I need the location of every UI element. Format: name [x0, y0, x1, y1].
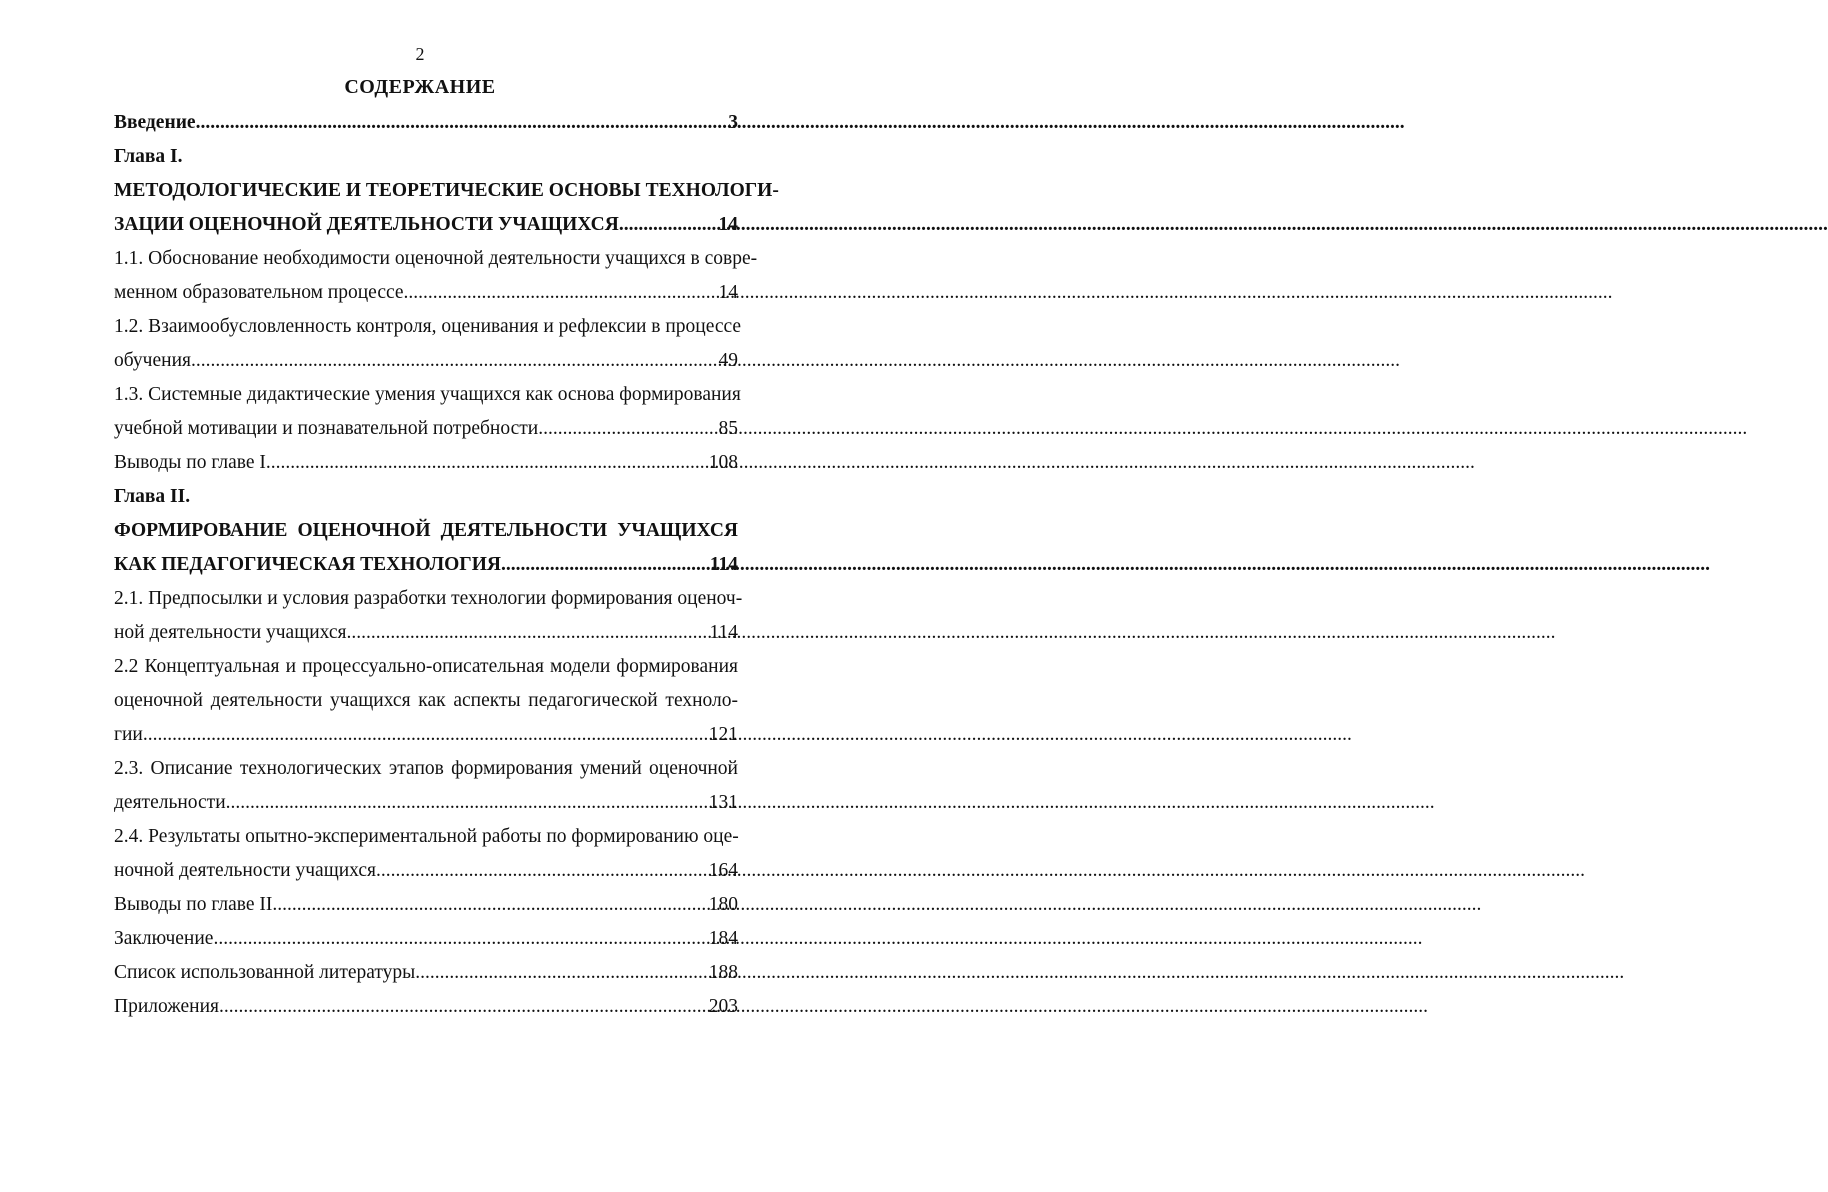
toc-entry-conclusions-1[interactable] — [114, 446, 738, 480]
toc-entry-1-2-line1[interactable]: 1.2. Взаимообусловленность контроля, оценивания и рефлексии в процессе — [114, 316, 742, 337]
dot-leader — [346, 616, 709, 650]
dot-leader — [191, 344, 719, 378]
toc-entry-page: 85 — [718, 418, 738, 439]
chapter-2-label: Глава II. — [114, 486, 191, 507]
toc-entry-references[interactable] — [114, 956, 738, 990]
toc-entry-label: КАК ПЕДАГОГИЧЕСКАЯ ТЕХНОЛОГИЯ — [114, 554, 501, 575]
toc-entry-label: учебной мотивации и познавательной потребности — [114, 418, 539, 439]
toc-entry-1-3-line2[interactable] — [114, 412, 738, 446]
chapter-1-title-line1[interactable]: МЕТОДОЛОГИЧЕСКИЕ И ТЕОРЕТИЧЕСКИЕ ОСНОВЫ ТЕХНОЛОГИ- — [114, 180, 779, 201]
toc-entry-1-3-line1[interactable]: 1.3. Системные дидактические умения учащихся как основа формирования — [114, 384, 741, 405]
toc-entry-label: Приложения — [114, 996, 219, 1017]
dot-leader — [219, 990, 709, 1024]
toc-entry-label: Список использованной литературы — [114, 962, 416, 983]
chapter-2-title-line2[interactable] — [114, 548, 738, 582]
dot-leader — [538, 412, 718, 446]
dot-leader — [213, 922, 708, 956]
toc-entry-label: Введение — [114, 112, 196, 133]
toc-entry-2-2-line3[interactable] — [114, 718, 738, 752]
toc-entry-label: ной деятельности учащихся — [114, 622, 347, 643]
toc-entry-intro[interactable] — [114, 106, 738, 140]
dot-leader — [415, 956, 708, 990]
toc-entry-page: 184 — [708, 928, 738, 949]
toc-entry-2-4-line1[interactable]: 2.4. Результаты опытно-экспериментальной работы по формированию оце- — [114, 826, 739, 847]
toc-entry-conclusions-2[interactable] — [114, 888, 738, 922]
toc-entry-label: ЗАЦИИ ОЦЕНОЧНОЙ ДЕЯТЕЛЬНОСТИ УЧАЩИХСЯ — [114, 214, 619, 235]
dot-leader — [619, 208, 719, 242]
toc-entry-page: 188 — [708, 962, 738, 983]
toc-entry-label: ночной деятельности учащихся — [114, 860, 376, 881]
toc-entry-2-1-line2[interactable] — [114, 616, 738, 650]
page-number: 2 — [415, 44, 425, 64]
chapter-1-title-line2[interactable] — [114, 208, 738, 242]
toc-entry-page: 114 — [709, 622, 738, 643]
toc-entry-label: Выводы по главе II — [114, 894, 273, 915]
toc-entry-page: 108 — [708, 452, 738, 473]
toc-entry-page: 121 — [708, 724, 738, 745]
table-of-contents — [114, 106, 779, 1024]
dot-leader — [143, 718, 709, 752]
toc-entry-1-1-line2[interactable] — [114, 276, 738, 310]
toc-entry-label: деятельности — [114, 792, 226, 813]
toc-entry-2-4-line2[interactable] — [114, 854, 738, 888]
toc-entry-page: 114 — [709, 554, 738, 575]
toc-entry-2-1-line1[interactable]: 2.1. Предпосылки и условия разработки технологии формирования оценоч- — [114, 588, 743, 609]
toc-entry-page: 14 — [718, 282, 738, 303]
dot-leader — [226, 786, 709, 820]
chapter-2-title-line1[interactable]: ФОРМИРОВАНИЕ ОЦЕНОЧНОЙ ДЕЯТЕЛЬНОСТИ УЧАЩИХСЯ — [114, 520, 738, 541]
toc-entry-label: Заключение — [114, 928, 214, 949]
toc-entry-label: гии — [114, 724, 143, 745]
dot-leader — [266, 446, 709, 480]
document-page — [0, 0, 796, 1192]
toc-title: СОДЕРЖАНИЕ — [344, 76, 496, 98]
toc-entry-2-3-line2[interactable] — [114, 786, 738, 820]
dot-leader — [196, 106, 729, 140]
toc-entry-label: обучения — [114, 350, 191, 371]
toc-entry-1-2-line2[interactable] — [114, 344, 738, 378]
toc-entry-label: менном образовательном процессе — [114, 282, 404, 303]
toc-entry-1-1-line1[interactable]: 1.1. Обоснование необходимости оценочной деятельности учащихся в совре- — [114, 248, 758, 269]
toc-entry-page: 164 — [708, 860, 738, 881]
toc-entry-page: 3 — [728, 112, 738, 133]
dot-leader — [272, 888, 708, 922]
toc-entry-page: 180 — [708, 894, 738, 915]
toc-entry-2-3-line1[interactable]: 2.3. Описание технологических этапов формирования умений оценочной — [114, 758, 738, 779]
toc-entry-label: Выводы по главе I — [114, 452, 266, 473]
toc-entry-2-2-line2[interactable]: оценочной деятельности учащихся как аспекты педагогической техноло- — [114, 690, 738, 711]
toc-entry-page: 131 — [708, 792, 738, 813]
dot-leader — [404, 276, 719, 310]
toc-entry-page: 49 — [718, 350, 738, 371]
chapter-1-label: Глава I. — [114, 146, 183, 167]
toc-entry-page: 14 — [718, 214, 738, 235]
toc-entry-2-2-line1[interactable]: 2.2 Концептуальная и процессуально-описательная модели формирования — [114, 656, 738, 677]
toc-entry-page: 203 — [708, 996, 738, 1017]
dot-leader — [501, 548, 710, 582]
toc-entry-conclusion[interactable] — [114, 922, 738, 956]
toc-entry-appendices[interactable] — [114, 990, 738, 1024]
dot-leader — [376, 854, 709, 888]
